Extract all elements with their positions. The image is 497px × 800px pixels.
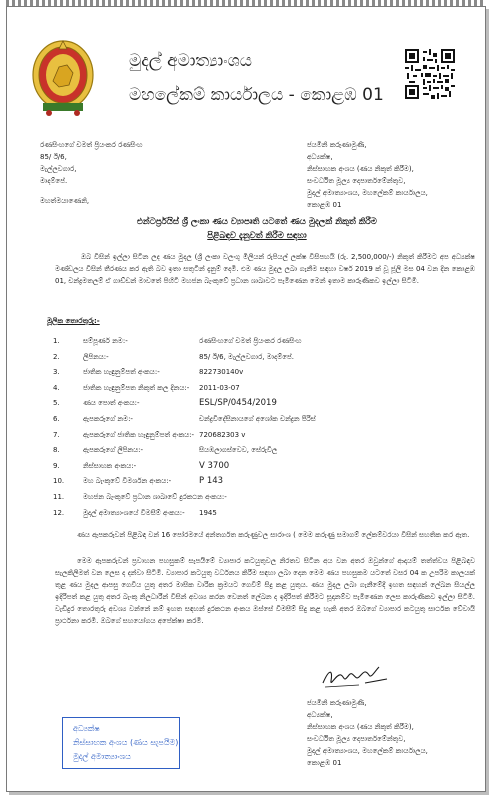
document-page <box>6 6 486 792</box>
salutation: මහත්මයාණෙනි, <box>40 197 90 205</box>
subject-line-1: එන්ටර්ප්‍රයිස් ශ්‍රී ලංකා ණය ව්‍යාපෘති යටතේ ණය මුදලක් නිකුත් කිරීම <box>137 217 377 227</box>
list-item <box>47 399 467 415</box>
address-line: සංවර්ධිත මූල්‍ය දෙපාර්තමේන්තුව, <box>307 177 406 185</box>
item-value: 1945 <box>199 508 217 517</box>
item-label: ඇපකරුගේ ලිපිනය:- <box>83 446 144 455</box>
ministry-name: මුදල් අමාත්‍යාංශය <box>129 51 252 71</box>
subject-line-2: පිළිබඳව දැනුවත් කිරීම සඳහා <box>207 231 307 241</box>
item-number: 1. <box>53 337 60 345</box>
item-value: සියඹලාගස්වෙව, සේරුවිල <box>199 446 278 455</box>
item-value: රණසිංහගේ චමත් ප්‍රියංකර රණසිංහ <box>199 337 302 345</box>
item-number: 8. <box>53 446 60 455</box>
qr-code-icon <box>405 49 455 99</box>
closing-line: මුදල් අමාත්‍යාංශය, මහලේකම් කාර්යාලය, <box>307 747 428 755</box>
list-item <box>47 415 467 431</box>
closing-line: සංවර්ධිත මූල්‍ය දෙපාර්තමේන්තුව, <box>307 735 406 743</box>
item-number: 3. <box>53 368 60 377</box>
list-item <box>47 368 467 384</box>
item-label: ජාතික හැඳුනුම්පත නිකුත් කල දිනය:- <box>83 383 190 392</box>
list-item <box>47 446 467 462</box>
body-paragraph-1: ඔබ විසින් ඉල්ලා සිටින ලද ණය මුදල (ශ්‍රී ලංකා වලංගු මිලියන් රුපියල් ලක්ෂ විසිපහයි (රු. 2,500,000/-) නිකුත් කිරීමට අප අධ්‍යක්ෂ මණ්ඩලය විසින් තීරණය කර ඇති බව ඉතා සතුටින් දැනුම් දෙමි. එම ණය මුදල ලබා ගැනීම සඳහා වර්ෂ 2019 ක් වූ ජූලි මස 04 වන දින කොළඹ 01, චන්ද්‍රමතලම් ඒ ගාඩ්ඩන් මාවතේ පිහිටි මහජන බැංකුවේ ප්‍රධාන ශාඛාවට පැමිණෙන මෙන් ඉතාම කාරුණිකව ඉල්ලා සිටිමි. <box>55 253 475 285</box>
address-line: මුදල් අමාත්‍යාංශය, මහලේකම් කාර්යාලය, <box>307 189 428 197</box>
item-value: 2011-03-07 <box>199 383 240 392</box>
item-label: සම්පූර්ණ නම:- <box>83 337 128 345</box>
item-label: මහ බැංකුවේ විමර්ශන අංකය:- <box>83 477 172 486</box>
stamp-line: අධ්‍යක්ෂ <box>73 724 100 733</box>
item-value: ESL/SP/0454/2019 <box>199 398 277 409</box>
item-number: 2. <box>53 352 60 361</box>
item-label: නිස්සාහක අංකය:- <box>83 461 137 470</box>
list-item <box>47 353 467 369</box>
item-value: 720682303 v <box>199 430 246 439</box>
address-line: රණසිංහගේ චමත් ප්‍රියංකර රණසිංහ <box>40 141 143 149</box>
item-value: 822730140v <box>199 368 244 377</box>
item-label: ණය පොත් අංකය:- <box>83 399 140 408</box>
item-label: මහජන බැංකුවේ ප්‍රධාන ශාඛාවේ දුරකථන අංකය:- <box>83 492 227 501</box>
details-list <box>47 337 467 524</box>
item-number: 9. <box>53 461 60 470</box>
recipient-address <box>307 139 487 211</box>
office-name: මහලේකම් කාර්යාලය - කොළඹ 01 <box>129 85 384 105</box>
item-label: ජාතික හැඳුනුම්පත් අංකය:- <box>83 368 160 377</box>
item-label: ඇපකරුගේ ජාතික හැඳුනුම්පත් අංකය:- <box>83 430 195 439</box>
list-item <box>47 477 467 493</box>
closing-line: අධ්‍යක්ෂ, <box>307 711 333 719</box>
item-label: ඇපකරුගේ නම:- <box>83 414 133 423</box>
subject-title <box>47 215 467 243</box>
item-value: 85/ ඊ/6, මැල්ලවගාර, මාදම්පේ. <box>199 352 294 361</box>
item-value: චන්ද්‍රවිදේසිනායගේ අශෝක චන්ද්‍රන පීරිස් <box>199 414 316 423</box>
closing-line: ජයමිනි කරුණාමුණි, <box>307 699 367 707</box>
list-item <box>47 509 467 525</box>
list-item <box>47 384 467 400</box>
item-number: 4. <box>53 383 60 392</box>
address-line: ජයමිනි කරුණාමුණි, <box>307 141 367 149</box>
stamp-line: නිස්සාහක අංශය (ණය සැපයීම) <box>73 738 179 747</box>
address-line: මැල්ලවගාර, <box>40 165 77 173</box>
item-number: 10. <box>53 477 65 486</box>
list-item <box>47 462 467 478</box>
item-value: P 143 <box>199 476 224 487</box>
official-stamp <box>62 717 180 769</box>
signature-icon <box>319 661 391 691</box>
closing-line: කොළඹ 01 <box>307 759 342 767</box>
item-number: 5. <box>53 399 60 408</box>
item-label: ලිපිනය:- <box>83 352 109 361</box>
item-number: 7. <box>53 430 60 439</box>
stamp-line: මුදල් අමාත්‍යාංශය <box>73 752 131 761</box>
item-number: 11. <box>53 492 65 501</box>
signature-block <box>307 697 487 769</box>
address-line: අධ්‍යක්ෂ, <box>307 153 333 161</box>
list-item <box>47 431 467 447</box>
section-heading: මූලික තොරතුරු:- <box>47 317 100 325</box>
item-label: මුදල් අමාත්‍යාංශයේ විමසීම් අංකය:- <box>83 508 185 517</box>
sender-address <box>40 139 210 187</box>
address-line: මාදම්පේ. <box>40 177 68 185</box>
list-item <box>47 337 467 353</box>
address-line: කොළඹ 01 <box>307 201 342 209</box>
item-number: 12. <box>53 508 65 517</box>
body-paragraph-3: මෙම ඇපකරුවන් ප්‍රවාහන පහසුකම් සැපයීමේ ව්‍යාපාර කටයුතුවල නිරතව සිටින අය වන අතර ඔවුන්ගේ ආදායම් තත්ත්වය පිළිබඳව සැලකිලිමත් වන ලෙස ද දන්වා සිටිමි. ව්‍යාපාර කටයුතු වර්ධනය කිරීම සඳහා ලබා දෙන මෙම ණය පහසුකම යටතේ වසර 04 ක උපරිම කාලයක් තුළ ණය මුදල ආපසු ගෙවිය යුතු අතර මාසික වාරික ක්‍රමයට ගෙවීම් සිදු කළ යුතුය. ණය මුදල ලබා ගැනීමේදී ඉහත සඳහන් ලේඛන සියල්ල ඉදිරිපත් කළ යුතු අතර බැංකු නිලධාරීන් විසින් අවශ්‍ය කරන වෙනත් ලේඛන ද ඉදිරිපත් කිරීමට සූදානම්ව පැමිණෙන ලෙස කාරුණිකව ඉල්ලා සිටිමි. වැඩිදුර තොරතුරු අවශ්‍ය වන්නේ නම් ඉහත සඳහන් දුරකථන අංකය ඔස්සේ විමසීම් සිදු කළ හැකි අතර ඔබගේ ව්‍යාපාර කටයුතු සාර්ථක වේවායි ප්‍රාර්ථනා කරමි. ඔබගේ සහයෝගය අපේක්ෂා කරමි. <box>55 557 475 625</box>
item-number: 6. <box>53 414 60 423</box>
state-emblem-icon <box>29 37 97 119</box>
address-line: නිස්සාහක අංශය (ණය නිකුත් කිරීම), <box>307 165 414 173</box>
address-line: 85/ ඊ/6, <box>40 153 67 161</box>
item-value: V 3700 <box>199 460 230 471</box>
closing-line: නිස්සාහක අංශය (ණය නිකුත් කිරීම), <box>307 723 414 731</box>
body-paragraph-2: ණය ඇපකරුවන් පිළිබඳ වන් 16 පෝරමයේ අන්තර්ගත කරුණුවල සාරාංශ ( මෙම කරුණු සමාගම් ලේකම්වරයා විසින් සහතික කර ඇත. <box>77 531 470 539</box>
list-item <box>47 493 467 509</box>
